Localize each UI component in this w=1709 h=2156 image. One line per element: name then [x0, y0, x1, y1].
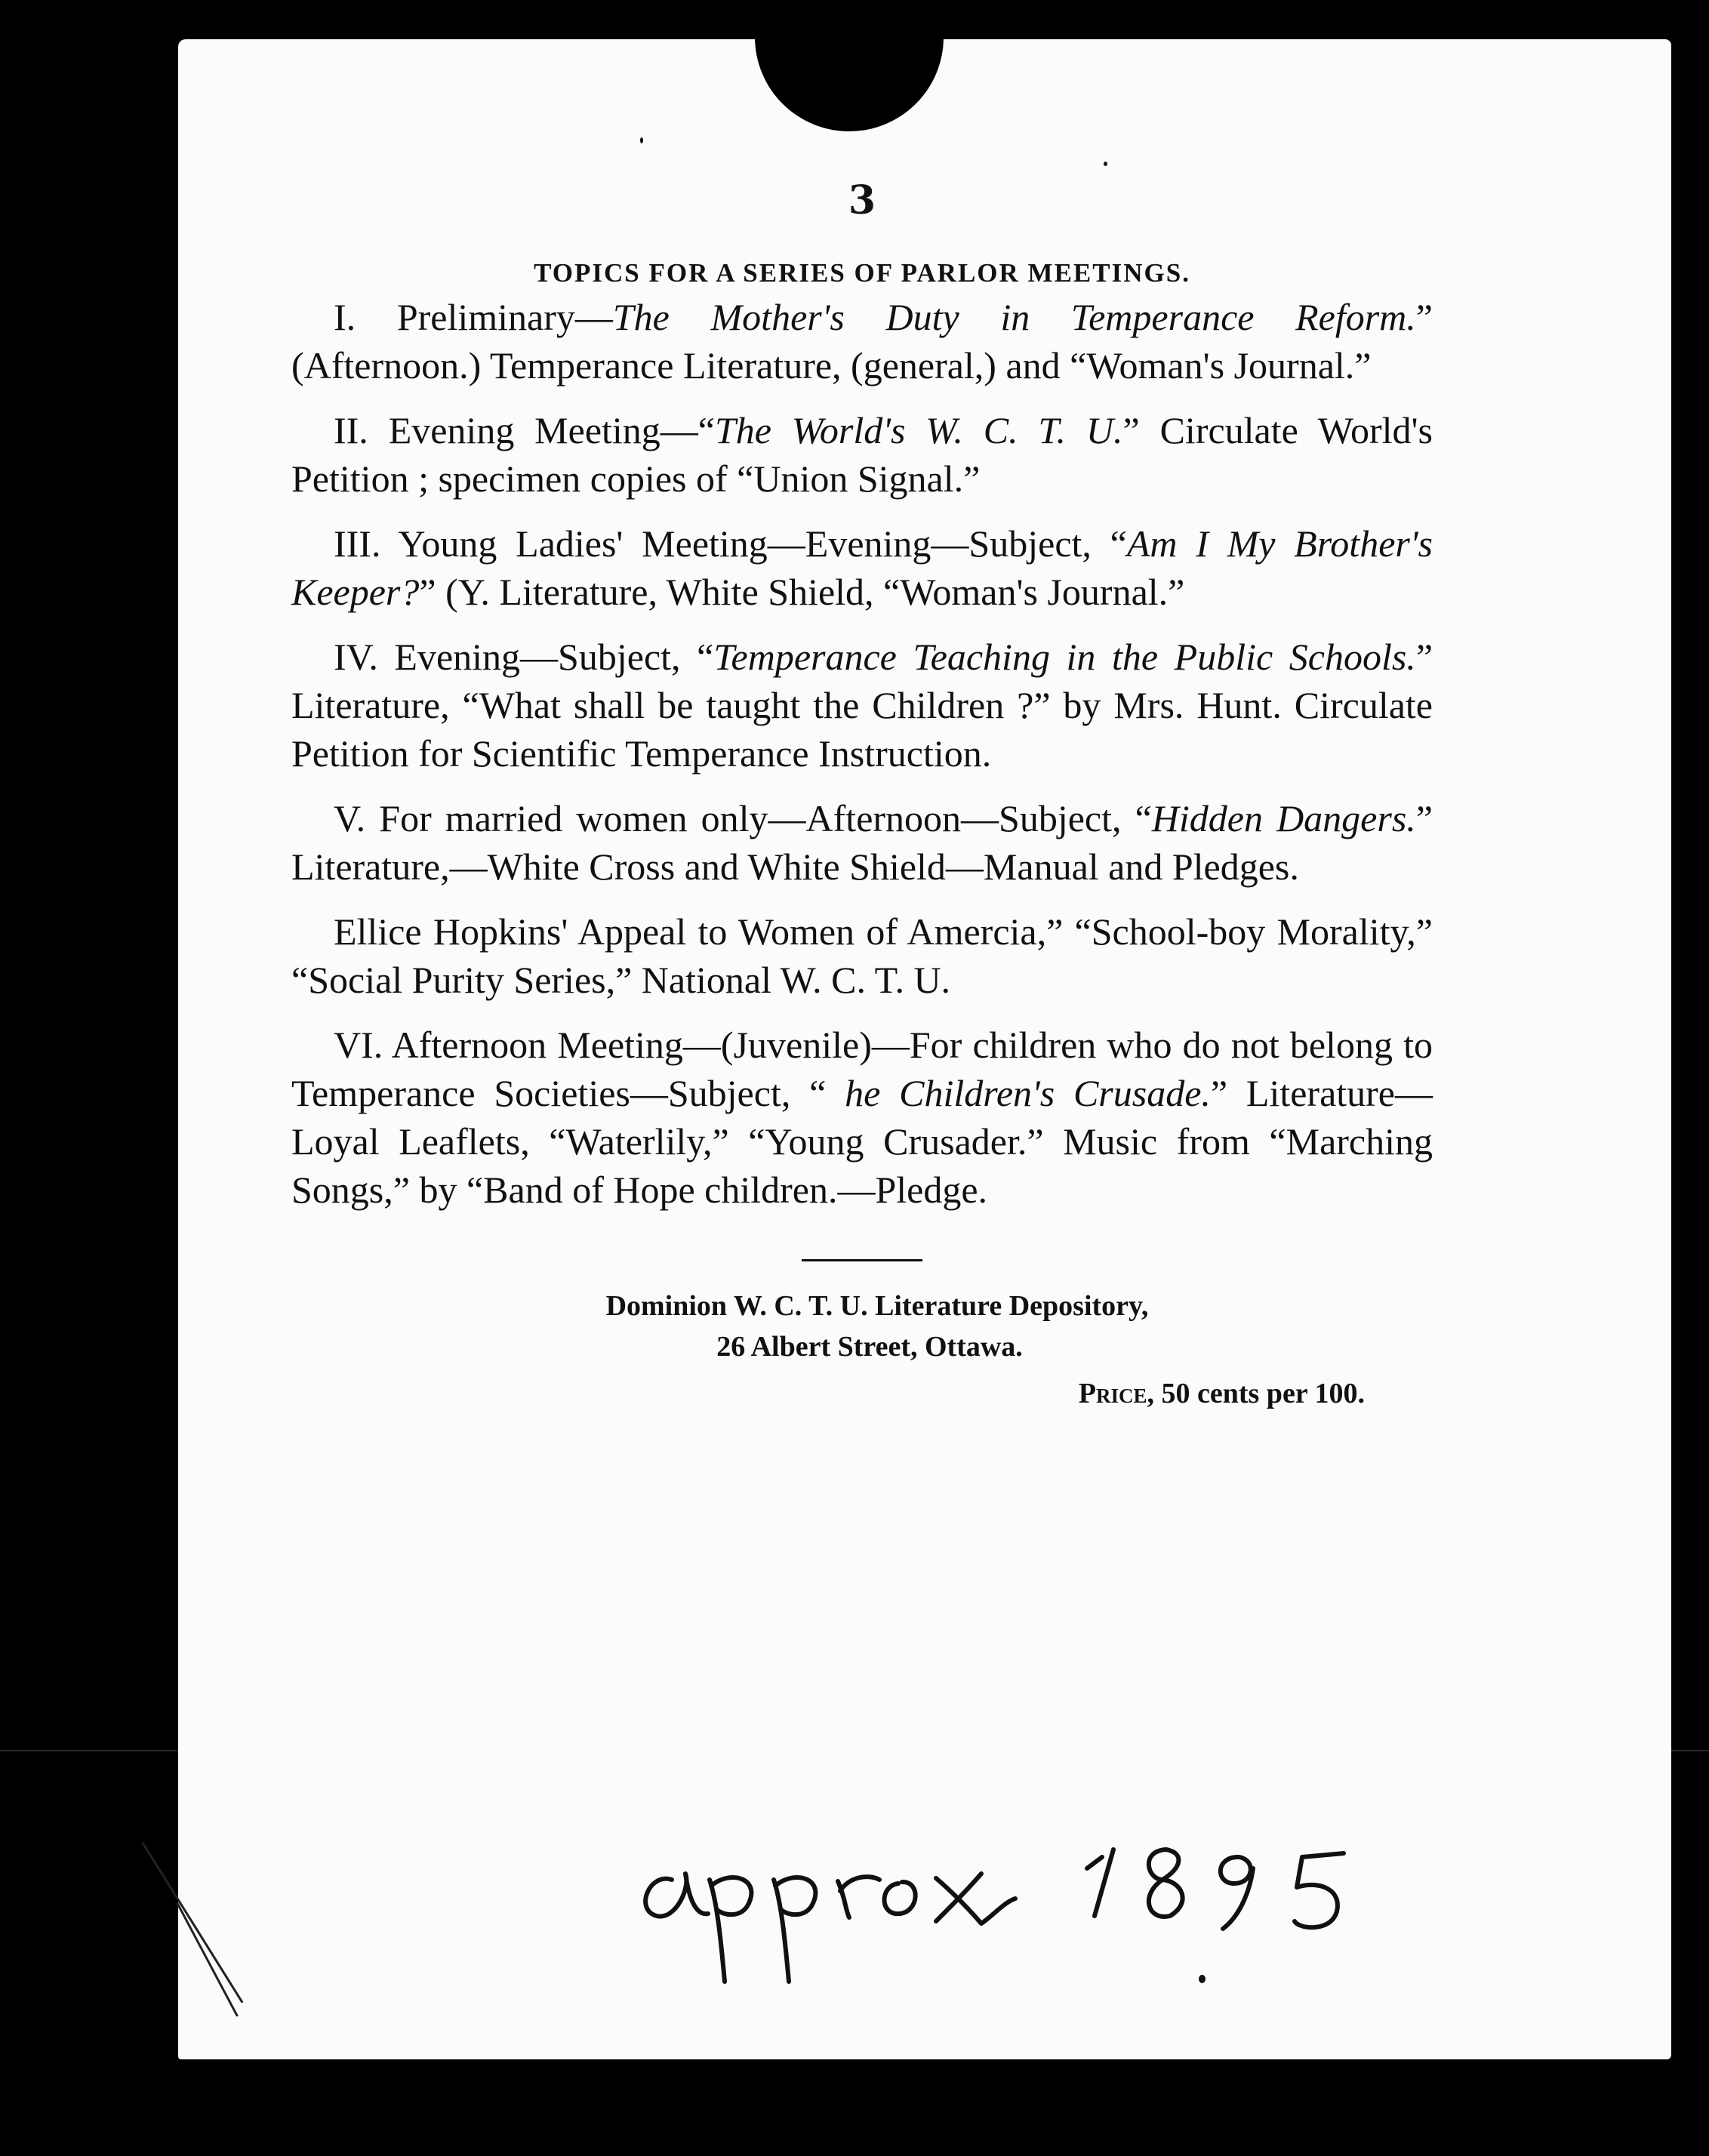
topic-number: IV.	[334, 636, 378, 678]
meeting-topic-entry	[291, 406, 1433, 503]
document-body	[291, 177, 1433, 1414]
topic-subject-italic: he Children's Crusade.	[845, 1072, 1211, 1114]
publisher-imprint	[291, 1286, 1433, 1414]
topic-number: VI.	[334, 1024, 383, 1066]
topic-subject-italic: Temperance Teaching in the Public Schools.	[713, 636, 1416, 678]
topic-number: III.	[334, 522, 381, 565]
handwritten-date-note	[619, 1827, 1389, 2000]
meeting-topic-entry	[291, 1021, 1433, 1214]
divider-rule	[802, 1259, 922, 1261]
page-number: 3	[848, 177, 876, 223]
topic-text: Young Ladies' Meeting—Evening—Subject, “	[398, 522, 1127, 565]
price-value: 50 cents per 100.	[1161, 1378, 1365, 1409]
topic-text: Preliminary—	[396, 296, 613, 338]
topic-text: Afternoon Meeting—(Juvenile)—For children who do not belong to Temperance Societies—Subject, “	[291, 1024, 1433, 1114]
price-label: Price,	[1078, 1378, 1154, 1409]
topic-number: II.	[334, 409, 368, 451]
topic-text-continued: ” Literature,—White Cross and White Shield—Manual and Pledges.	[291, 797, 1433, 888]
page-title: TOPICS FOR A SERIES OF PARLOR MEETINGS.	[534, 258, 1190, 288]
meeting-topic-entry	[291, 633, 1433, 778]
topic-text: Evening—Subject, “	[394, 636, 714, 678]
topic-text-continued: ” (Y. Literature, White Shield, “Woman's Journal.”	[419, 571, 1185, 613]
topic-text-continued: ” Circulate World's Petition ; specimen copies of “Union Signal.”	[291, 409, 1433, 500]
ink-speck	[1104, 162, 1107, 166]
topic-text: Evening Meeting—“	[388, 409, 715, 451]
ink-speck	[640, 137, 643, 143]
topic-number: I.	[334, 296, 356, 338]
topic-text-continued: ” Literature, “What shall be taught the Children ?” by Mrs. Hunt. Circulate Petition for Scientific Temperance Instruction.	[291, 636, 1433, 775]
meeting-topic-entry	[291, 907, 1433, 1004]
topic-subject-italic: The World's W. C. T. U.	[715, 409, 1123, 451]
meeting-topic-entry	[291, 293, 1433, 390]
meeting-topics-list	[291, 293, 1433, 1214]
topic-text-continued: ” Literature—Loyal Leaflets, “Waterlily,” “Young Crusader.” Music from “Marching Songs,” by “Band of Hope children.—Pledge.	[291, 1072, 1433, 1211]
topic-number: V.	[334, 797, 366, 839]
topic-text: For married women only—Afternoon—Subject, “	[379, 797, 1152, 839]
publisher-name: Dominion W. C. T. U. Literature Depository,	[605, 1290, 1149, 1322]
topic-text: Ellice Hopkins' Appeal to Women of Amercia,” “School-boy Morality,” “Social Purity Series,” National W. C. T. U.	[291, 910, 1433, 1001]
topic-subject-italic: Am I My Brother's Keeper?	[291, 522, 1433, 613]
meeting-topic-entry	[291, 794, 1433, 891]
publisher-address: 26 Albert Street, Ottawa.	[716, 1331, 1023, 1363]
topic-text-continued: ” (Afternoon.) Temperance Literature, (general,) and “Woman's Journal.”	[291, 296, 1433, 387]
meeting-topic-entry	[291, 519, 1433, 616]
topic-subject-italic: The Mother's Duty in Temperance Reform.	[612, 296, 1416, 338]
ink-speck	[1199, 1975, 1206, 1983]
topic-subject-italic: Hidden Dangers.	[1151, 797, 1416, 839]
price-line	[291, 1373, 1433, 1414]
